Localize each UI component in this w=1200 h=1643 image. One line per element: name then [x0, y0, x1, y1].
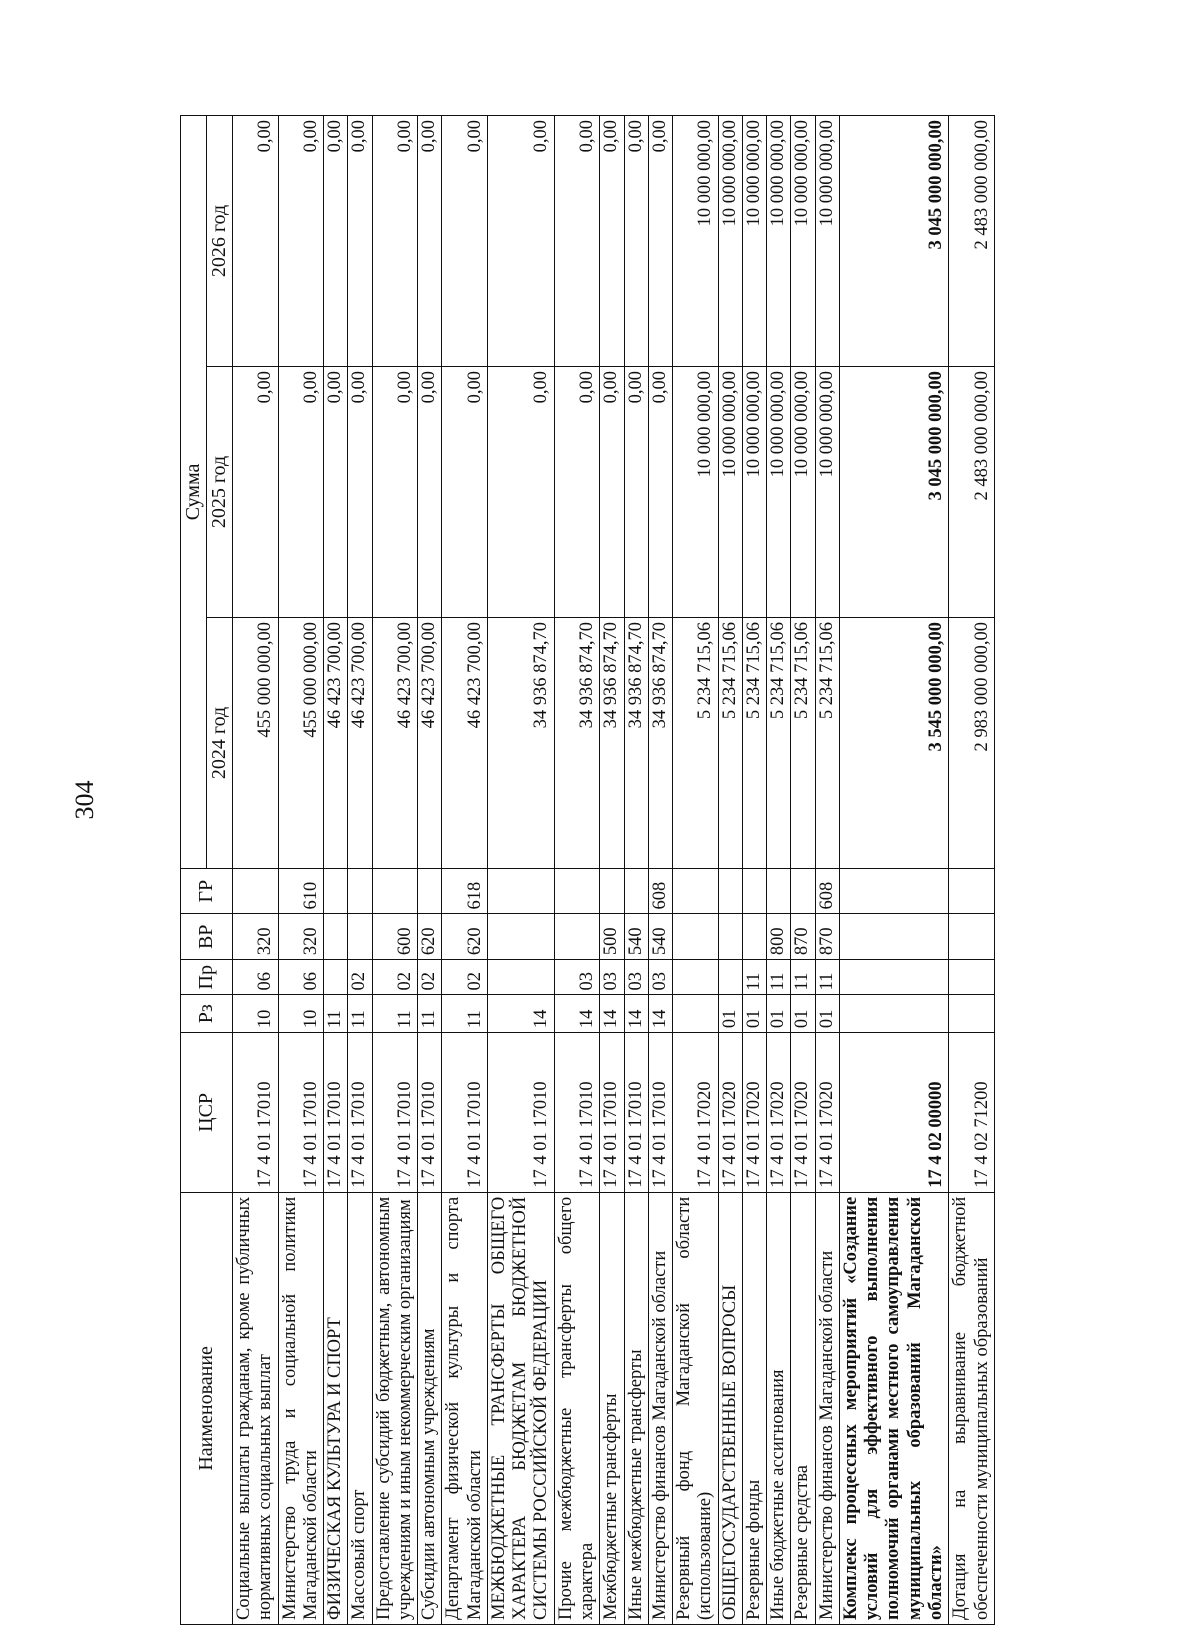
table-row [418, 116, 442, 1625]
cell-name: Департамент физической культуры и спорта Магаданской области [442, 1192, 488, 1624]
cell-rz: 01 [767, 995, 791, 1033]
cell-pr: 03 [624, 960, 648, 995]
cell-2025: 10 000 000,00 [673, 367, 719, 618]
cell-csr: 17 4 01 17010 [372, 1033, 418, 1193]
cell-2026: 0,00 [624, 116, 648, 367]
header-2024: 2024 год [207, 617, 233, 868]
cell-pr: 02 [442, 960, 488, 995]
cell-2025: 0,00 [487, 367, 554, 618]
cell-name: Массовый спорт [348, 1192, 372, 1624]
table-row [554, 116, 600, 1625]
cell-vr: 620 [442, 914, 488, 960]
cell-pr [839, 960, 948, 995]
cell-2026: 0,00 [418, 116, 442, 367]
cell-2025: 0,00 [554, 367, 600, 618]
cell-2026: 0,00 [442, 116, 488, 367]
cell-2024: 2 983 000 000,00 [949, 617, 995, 868]
cell-2024: 5 234 715,06 [791, 617, 815, 868]
header-name: Наименование [181, 1192, 233, 1624]
cell-2025: 0,00 [418, 367, 442, 618]
cell-name: Резервные фонды [742, 1192, 766, 1624]
cell-name: ОБЩЕГОСУДАРСТВЕННЫЕ ВОПРОСЫ [718, 1192, 742, 1624]
cell-2026: 0,00 [348, 116, 372, 367]
header-gr: ГР [181, 868, 233, 914]
cell-pr [718, 960, 742, 995]
cell-rz [673, 995, 719, 1033]
cell-2026: 0,00 [324, 116, 348, 367]
cell-pr [324, 960, 348, 995]
cell-vr: 320 [233, 914, 279, 960]
cell-csr: 17 4 01 17010 [324, 1033, 348, 1193]
cell-2025: 10 000 000,00 [815, 367, 839, 618]
cell-gr [418, 868, 442, 914]
table-row [324, 116, 348, 1625]
budget-table [180, 115, 995, 1625]
cell-vr: 540 [624, 914, 648, 960]
cell-vr [718, 914, 742, 960]
cell-gr [233, 868, 279, 914]
cell-gr [718, 868, 742, 914]
cell-gr [673, 868, 719, 914]
cell-gr [487, 868, 554, 914]
cell-pr [673, 960, 719, 995]
cell-2025: 0,00 [324, 367, 348, 618]
cell-csr: 17 4 01 17010 [600, 1033, 624, 1193]
cell-rz: 01 [742, 995, 766, 1033]
table-row [233, 116, 279, 1625]
cell-csr: 17 4 01 17020 [767, 1033, 791, 1193]
cell-rz: 10 [278, 995, 324, 1033]
cell-2025: 3 045 000 000,00 [839, 367, 948, 618]
cell-2024: 34 936 874,70 [648, 617, 672, 868]
table-row [718, 116, 742, 1625]
cell-rz [839, 995, 948, 1033]
cell-rz: 14 [624, 995, 648, 1033]
cell-2026: 0,00 [554, 116, 600, 367]
cell-vr [742, 914, 766, 960]
cell-gr [949, 868, 995, 914]
cell-2025: 0,00 [648, 367, 672, 618]
cell-2024: 46 423 700,00 [418, 617, 442, 868]
cell-pr [487, 960, 554, 995]
table-row [791, 116, 815, 1625]
cell-2024: 34 936 874,70 [600, 617, 624, 868]
cell-pr: 06 [233, 960, 279, 995]
cell-2026: 0,00 [648, 116, 672, 367]
cell-vr [487, 914, 554, 960]
cell-name: ФИЗИЧЕСКАЯ КУЛЬТУРА И СПОРТ [324, 1192, 348, 1624]
table-row [442, 116, 488, 1625]
cell-2024: 5 234 715,06 [815, 617, 839, 868]
cell-rz: 11 [442, 995, 488, 1033]
cell-2026: 2 483 000 000,00 [949, 116, 995, 367]
cell-gr [324, 868, 348, 914]
cell-vr: 320 [278, 914, 324, 960]
cell-2026: 0,00 [600, 116, 624, 367]
cell-2025: 10 000 000,00 [718, 367, 742, 618]
table-row [648, 116, 672, 1625]
cell-gr [600, 868, 624, 914]
cell-2026: 10 000 000,00 [791, 116, 815, 367]
table-row [278, 116, 324, 1625]
cell-rz: 14 [648, 995, 672, 1033]
cell-2025: 10 000 000,00 [767, 367, 791, 618]
cell-csr: 17 4 01 17010 [442, 1033, 488, 1193]
cell-2024: 46 423 700,00 [348, 617, 372, 868]
cell-csr: 17 4 01 17020 [718, 1033, 742, 1193]
header-2025: 2025 год [207, 367, 233, 618]
cell-pr: 02 [418, 960, 442, 995]
cell-csr: 17 4 01 17010 [418, 1033, 442, 1193]
cell-2025: 2 483 000 000,00 [949, 367, 995, 618]
cell-rz: 11 [348, 995, 372, 1033]
cell-csr: 17 4 02 00000 [839, 1033, 948, 1193]
cell-2024: 46 423 700,00 [324, 617, 348, 868]
cell-2025: 0,00 [372, 367, 418, 618]
cell-vr: 870 [791, 914, 815, 960]
cell-name: Резервные средства [791, 1192, 815, 1624]
cell-name: Межбюджетные трансферты [600, 1192, 624, 1624]
cell-rz: 14 [487, 995, 554, 1033]
cell-rz [949, 995, 995, 1033]
cell-2026: 10 000 000,00 [742, 116, 766, 367]
cell-rz: 11 [418, 995, 442, 1033]
cell-csr: 17 4 01 17010 [278, 1033, 324, 1193]
cell-2026: 10 000 000,00 [718, 116, 742, 367]
cell-vr [348, 914, 372, 960]
header-vr: ВР [181, 914, 233, 960]
cell-2026: 10 000 000,00 [815, 116, 839, 367]
cell-2024: 5 234 715,06 [673, 617, 719, 868]
cell-gr: 608 [815, 868, 839, 914]
header-rz: Рз [181, 995, 233, 1033]
cell-2025: 0,00 [348, 367, 372, 618]
cell-2024: 34 936 874,70 [554, 617, 600, 868]
table-body [233, 116, 995, 1625]
cell-csr: 17 4 01 17010 [487, 1033, 554, 1193]
cell-pr: 11 [815, 960, 839, 995]
cell-csr: 17 4 01 17010 [554, 1033, 600, 1193]
cell-name: Субсидии автономным учреждениям [418, 1192, 442, 1624]
cell-name: Министерство финансов Магаданской области [815, 1192, 839, 1624]
cell-gr: 608 [648, 868, 672, 914]
table-row [487, 116, 554, 1625]
cell-pr: 02 [372, 960, 418, 995]
cell-name: Прочие межбюджетные трансферты общего характера [554, 1192, 600, 1624]
cell-2025: 0,00 [624, 367, 648, 618]
cell-gr [554, 868, 600, 914]
cell-2025: 10 000 000,00 [742, 367, 766, 618]
cell-rz: 01 [815, 995, 839, 1033]
table-row [742, 116, 766, 1625]
header-sum: Сумма [181, 116, 207, 869]
cell-rz: 11 [372, 995, 418, 1033]
cell-pr: 03 [554, 960, 600, 995]
cell-gr [839, 868, 948, 914]
cell-pr: 06 [278, 960, 324, 995]
cell-name: Предоставление субсидий бюджетным, автономным учреждениям и иным некоммерческим организациям [372, 1192, 418, 1624]
cell-csr: 17 4 01 17020 [673, 1033, 719, 1193]
cell-2025: 10 000 000,00 [791, 367, 815, 618]
cell-rz: 14 [554, 995, 600, 1033]
cell-2025: 0,00 [233, 367, 279, 618]
cell-2025: 0,00 [442, 367, 488, 618]
cell-2024: 455 000 000,00 [278, 617, 324, 868]
cell-vr: 620 [418, 914, 442, 960]
table-row [949, 116, 995, 1625]
cell-pr: 03 [648, 960, 672, 995]
cell-2024: 455 000 000,00 [233, 617, 279, 868]
table-row [600, 116, 624, 1625]
table-row [372, 116, 418, 1625]
header-2026: 2026 год [207, 116, 233, 367]
cell-pr: 11 [767, 960, 791, 995]
cell-name: Иные бюджетные ассигнования [767, 1192, 791, 1624]
cell-2024: 34 936 874,70 [624, 617, 648, 868]
cell-gr [767, 868, 791, 914]
cell-name: Иные межбюджетные трансферты [624, 1192, 648, 1624]
header-csr: ЦСР [181, 1033, 233, 1193]
cell-csr: 17 4 02 71200 [949, 1033, 995, 1193]
cell-2026: 10 000 000,00 [767, 116, 791, 367]
cell-2025: 0,00 [278, 367, 324, 618]
cell-rz: 01 [718, 995, 742, 1033]
cell-csr: 17 4 01 17020 [815, 1033, 839, 1193]
cell-vr: 870 [815, 914, 839, 960]
cell-csr: 17 4 01 17020 [742, 1033, 766, 1193]
cell-2024: 34 936 874,70 [487, 617, 554, 868]
cell-pr: 02 [348, 960, 372, 995]
cell-name: МЕЖБЮДЖЕТНЫЕ ТРАНСФЕРТЫ ОБЩЕГО ХАРАКТЕРА БЮДЖЕТАМ БЮДЖЕТНОЙ СИСТЕМЫ РОССИЙСКОЙ ФЕДЕРАЦИИ [487, 1192, 554, 1624]
cell-2024: 46 423 700,00 [442, 617, 488, 868]
cell-vr: 800 [767, 914, 791, 960]
cell-name: Социальные выплаты гражданам, кроме публичных нормативных социальных выплат [233, 1192, 279, 1624]
cell-vr: 500 [600, 914, 624, 960]
cell-vr [949, 914, 995, 960]
cell-name: Дотация на выравнивание бюджетной обеспеченности муниципальных образований [949, 1192, 995, 1624]
cell-gr [791, 868, 815, 914]
cell-csr: 17 4 01 17020 [791, 1033, 815, 1193]
cell-csr: 17 4 01 17010 [648, 1033, 672, 1193]
cell-2026: 0,00 [233, 116, 279, 367]
cell-rz: 11 [324, 995, 348, 1033]
cell-csr: 17 4 01 17010 [233, 1033, 279, 1193]
cell-csr: 17 4 01 17010 [624, 1033, 648, 1193]
cell-vr: 540 [648, 914, 672, 960]
cell-pr: 11 [791, 960, 815, 995]
cell-2024: 5 234 715,06 [742, 617, 766, 868]
cell-pr: 11 [742, 960, 766, 995]
table-row [624, 116, 648, 1625]
cell-2026: 3 045 000 000,00 [839, 116, 948, 367]
table-row [815, 116, 839, 1625]
cell-name: Министерство финансов Магаданской области [648, 1192, 672, 1624]
cell-gr: 610 [278, 868, 324, 914]
cell-rz: 01 [791, 995, 815, 1033]
table-row [673, 116, 719, 1625]
cell-2026: 10 000 000,00 [673, 116, 719, 367]
cell-gr: 618 [442, 868, 488, 914]
cell-vr [673, 914, 719, 960]
cell-csr: 17 4 01 17010 [348, 1033, 372, 1193]
cell-gr [372, 868, 418, 914]
cell-rz: 14 [600, 995, 624, 1033]
cell-2025: 0,00 [600, 367, 624, 618]
cell-name: Комплекс процессных мероприятий «Создание условий для эффективного выполнения полномочий органами местного самоуправления муниципальных образований Магаданской области» [839, 1192, 948, 1624]
cell-vr: 600 [372, 914, 418, 960]
cell-rz: 10 [233, 995, 279, 1033]
cell-pr: 03 [600, 960, 624, 995]
table-row [348, 116, 372, 1625]
cell-gr [624, 868, 648, 914]
cell-vr [324, 914, 348, 960]
cell-2024: 3 545 000 000,00 [839, 617, 948, 868]
table-row [839, 116, 948, 1625]
cell-pr [949, 960, 995, 995]
cell-2024: 46 423 700,00 [372, 617, 418, 868]
table-row [767, 116, 791, 1625]
cell-vr [554, 914, 600, 960]
rotated-table-container [180, 115, 1040, 1625]
cell-name: Министерство труда и социальной политики Магаданской области [278, 1192, 324, 1624]
cell-2026: 0,00 [487, 116, 554, 367]
cell-name: Резервный фонд Магаданской области (использование) [673, 1192, 719, 1624]
cell-vr [839, 914, 948, 960]
cell-gr [742, 868, 766, 914]
cell-2026: 0,00 [372, 116, 418, 367]
cell-2026: 0,00 [278, 116, 324, 367]
cell-gr [348, 868, 372, 914]
header-pr: Пр [181, 960, 233, 995]
page-number: 304 [70, 780, 99, 820]
cell-2024: 5 234 715,06 [767, 617, 791, 868]
cell-2024: 5 234 715,06 [718, 617, 742, 868]
header-row-1 [181, 116, 207, 1625]
